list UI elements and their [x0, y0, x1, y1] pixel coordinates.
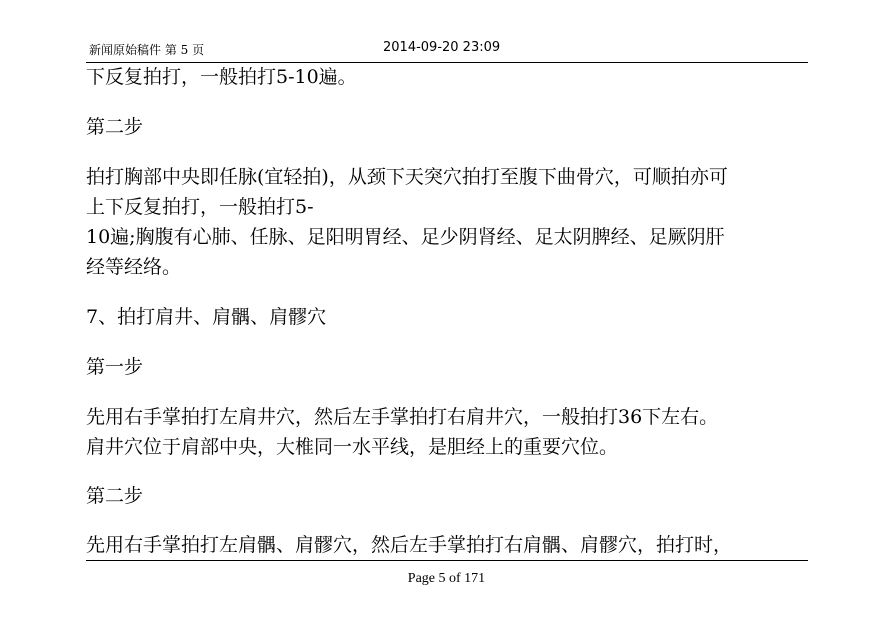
paragraph-gap [86, 332, 808, 352]
body-line: 上下反复拍打，一般拍打5- [86, 196, 314, 218]
body-line: 下反复拍打，一般拍打5-10遍。 [86, 66, 357, 88]
paragraph-gap [86, 382, 808, 402]
page-header [86, 40, 808, 63]
header-datetime: 2014-09-20 23:09 [383, 40, 501, 55]
paragraph-gap [86, 142, 808, 162]
paragraph-gap [86, 511, 808, 531]
body-line: 先用右手掌拍打左肩髃、肩髎穴，然后左手掌拍打右肩髃、肩髎穴，拍打时， [86, 531, 808, 561]
paragraph-gap [86, 282, 808, 302]
step-heading: 第二步 [86, 116, 144, 138]
step-heading: 第二步 [86, 485, 144, 507]
body-line: 肩井穴位于肩部中央，大椎同一水平线，是胆经上的重要穴位。 [86, 436, 619, 458]
page-footer [0, 571, 893, 587]
body-line: 经等经络。 [86, 256, 182, 278]
section-heading: 7、拍打肩井、肩髃、肩髎穴 [86, 306, 327, 328]
document-body [86, 62, 808, 561]
body-line: 先用右手掌拍打左肩井穴，然后左手掌拍打右肩井穴，一般拍打36下左右。 [86, 406, 719, 428]
page-number-label: Page 5 of 171 [407, 571, 486, 586]
paragraph-gap [86, 462, 808, 481]
header-source: 新闻原始稿件 第 5 页 [89, 43, 205, 57]
body-line: 10遍;胸腹有心肺、任脉、足阳明胃经、足少阴肾经、足太阴脾经、足厥阴肝 [86, 226, 725, 248]
paragraph-gap [86, 92, 808, 112]
step-heading: 第一步 [86, 356, 144, 378]
body-line: 拍打胸部中央即任脉(宜轻拍)，从颈下天突穴拍打至腹下曲骨穴，可顺拍亦可 [86, 166, 728, 188]
